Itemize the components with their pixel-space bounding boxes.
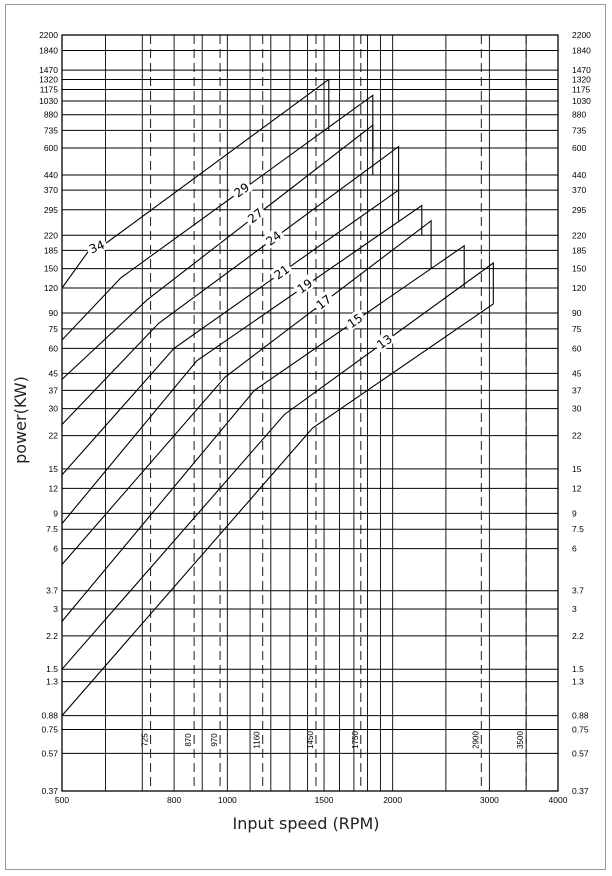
y-tick-label-left: 60: [48, 343, 58, 354]
y-tick-label-right: 295: [572, 204, 587, 215]
y-tick-label-right: 75: [572, 323, 582, 334]
curve-label-34: 34: [87, 237, 107, 257]
y-tick-label-left: 1.5: [46, 664, 58, 675]
curve-label-21: 21: [271, 262, 293, 283]
y-tick-label-right: 0.88: [572, 710, 589, 721]
y-tick-label-left: 295: [43, 204, 58, 215]
y-tick-label-left: 0.88: [41, 710, 58, 721]
y-tick-label-right: 22: [572, 430, 582, 441]
curve-label-13: 13: [374, 331, 395, 353]
y-tick-label-right: 735: [572, 125, 587, 136]
y-tick-label-right: 1320: [572, 74, 591, 85]
curve-13: [62, 263, 493, 669]
x-tick-label: 1500: [314, 795, 334, 805]
y-tick-label-left: 3.7: [46, 585, 58, 596]
y-tick-label-right: 440: [572, 170, 587, 181]
y-tick-label-left: 600: [43, 143, 58, 154]
curve-label-15: 15: [344, 310, 366, 332]
y-tick-label-right: 6: [572, 543, 577, 554]
y-tick-label-right: 30: [572, 403, 582, 414]
rated-speed-label: 970: [210, 733, 220, 747]
y-tick-label-right: 45: [572, 368, 582, 379]
y-tick-label-right: 150: [572, 263, 587, 274]
y-tick-label-right: 60: [572, 343, 582, 354]
y-tick-label-left: 880: [43, 109, 58, 120]
x-tick-label: 800: [167, 795, 182, 805]
rated-speed-label: 2900: [471, 731, 481, 749]
x-tick-label: 1000: [217, 795, 237, 805]
x-tick-label: 3000: [479, 795, 499, 805]
x-tick-label: 4000: [548, 795, 568, 805]
y-tick-label-left: 15: [48, 463, 58, 474]
curve-label-19: 19: [294, 276, 316, 297]
curve-label-24: 24: [263, 228, 285, 249]
y-tick-label-left: 440: [43, 170, 58, 181]
y-tick-label-left: 0.57: [41, 748, 58, 759]
y-tick-label-left: 220: [43, 230, 58, 241]
y-tick-label-right: 0.75: [572, 724, 589, 735]
y-tick-label-right: 370: [572, 185, 587, 196]
rated-speed-label: 1750: [350, 731, 360, 749]
y-tick-label-left: 185: [43, 245, 58, 256]
y-tick-label-left: 1175: [39, 84, 58, 95]
x-axis-title: Input speed (RPM): [232, 814, 380, 833]
y-tick-label-left: 120: [43, 283, 58, 294]
y-tick-label-right: 185: [572, 245, 587, 256]
y-tick-label-right: 2.2: [572, 630, 584, 641]
y-tick-label-right: 1470: [572, 65, 591, 76]
y-tick-label-right: 1175: [572, 84, 591, 95]
rated-speed-label: 870: [184, 733, 194, 747]
y-tick-label-left: 1030: [39, 96, 58, 107]
y-tick-label-right: 0.37: [572, 786, 589, 796]
y-tick-label-left: 0.75: [41, 724, 58, 735]
y-tick-label-left: 150: [43, 263, 58, 274]
y-tick-label-left: 2200: [39, 30, 58, 40]
y-tick-label-right: 90: [572, 308, 582, 319]
y-tick-label-right: 15: [572, 463, 582, 474]
y-tick-label-left: 9: [53, 508, 58, 519]
y-tick-label-left: 3: [53, 603, 58, 614]
y-tick-label-left: 30: [48, 403, 58, 414]
y-tick-label-left: 22: [48, 430, 58, 441]
y-tick-label-right: 37: [572, 385, 582, 396]
grid-layer: [62, 35, 558, 791]
y-tick-label-left: 0.37: [41, 786, 58, 796]
y-tick-label-left: 75: [48, 323, 58, 334]
y-tick-label-left: 2.2: [46, 630, 58, 641]
y-tick-label-left: 90: [48, 308, 58, 319]
y-tick-label-left: 37: [48, 385, 58, 396]
label-layer: [39, 30, 591, 805]
y-tick-label-left: 1320: [39, 74, 58, 85]
curve-label-27: 27: [245, 205, 266, 227]
rated-speed-label: 1450: [305, 731, 315, 749]
y-tick-label-right: 600: [572, 143, 587, 154]
y-tick-label-left: 45: [48, 368, 58, 379]
x-tick-label: 500: [54, 795, 70, 805]
curve-label-29: 29: [231, 180, 253, 201]
y-axis-title: power(KW): [11, 376, 30, 464]
y-tick-label-left: 7.5: [46, 524, 58, 535]
y-tick-label-right: 1.5: [572, 664, 584, 675]
y-tick-label-right: 880: [572, 109, 587, 120]
rated-speed-label: 725: [140, 733, 150, 747]
curve-24: [62, 147, 399, 425]
rated-speed-label: 1160: [252, 731, 262, 749]
y-tick-label-left: 6: [53, 543, 58, 554]
y-tick-label-right: 1840: [572, 45, 591, 56]
y-tick-label-right: 1030: [572, 96, 591, 107]
y-tick-label-right: 9: [572, 508, 577, 519]
y-tick-label-left: 12: [48, 483, 58, 494]
x-tick-label: 2000: [383, 795, 403, 805]
y-tick-label-right: 1.3: [572, 676, 584, 687]
y-tick-label-right: 120: [572, 283, 587, 294]
curve-label-17: 17: [313, 291, 335, 313]
y-tick-label-right: 0.57: [572, 748, 589, 759]
y-tick-label-left: 1470: [39, 65, 58, 76]
curve-base: [62, 304, 493, 716]
y-tick-label-right: 2200: [572, 30, 591, 40]
y-tick-label-left: 1.3: [46, 676, 58, 687]
y-tick-label-right: 220: [572, 230, 587, 241]
curve-34: [62, 79, 329, 288]
y-tick-label-left: 1840: [39, 45, 58, 56]
y-tick-label-right: 7.5: [572, 524, 584, 535]
y-tick-label-right: 3: [572, 603, 577, 614]
y-tick-label-right: 3.7: [572, 585, 584, 596]
rated-speed-label: 3500: [516, 731, 526, 749]
y-tick-label-left: 735: [43, 125, 58, 136]
y-tick-label-right: 12: [572, 483, 582, 494]
y-tick-label-left: 370: [43, 185, 58, 196]
